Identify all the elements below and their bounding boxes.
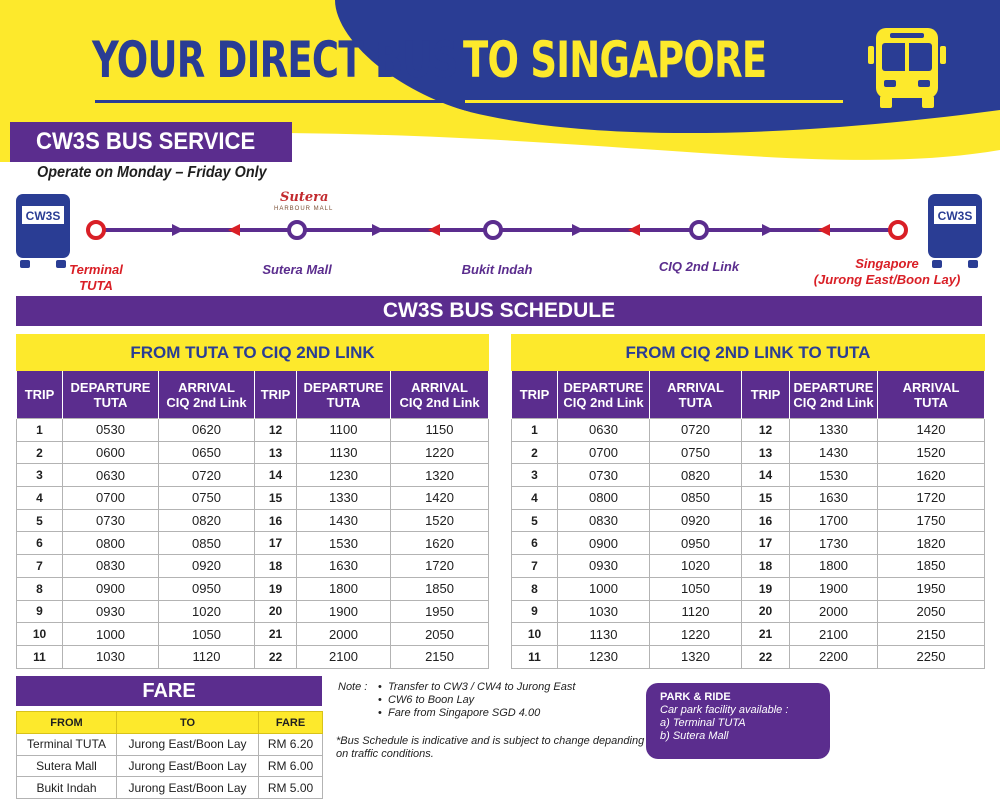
trip-number: 1: [512, 419, 558, 442]
departure-time: 0930: [63, 600, 159, 623]
fare-from: Bukit Indah: [17, 777, 117, 799]
departure-time: 0730: [558, 464, 650, 487]
arrival-time: 1720: [878, 487, 985, 510]
note-label: Note :: [338, 681, 368, 693]
fare-to: Jurong East/Boon Lay: [117, 777, 259, 799]
departure-time: 1630: [790, 487, 878, 510]
arrival-time: 1120: [159, 645, 255, 668]
departure-time: 0700: [63, 487, 159, 510]
stop-label-sutera-mall: Sutera Mall: [262, 262, 332, 277]
departure-time: 0900: [558, 532, 650, 555]
departure-time: 1800: [297, 577, 391, 600]
departure-time: 2000: [790, 600, 878, 623]
trip-number: 22: [255, 645, 297, 668]
arrival-time: 1050: [159, 623, 255, 646]
trip-number: 10: [512, 623, 558, 646]
departure-time: 1230: [297, 464, 391, 487]
fare-to: Jurong East/Boon Lay: [117, 734, 259, 756]
table-row: [17, 600, 489, 623]
trip-number: 16: [742, 509, 790, 532]
fare-col-from: FROM: [17, 712, 117, 734]
stop-label-line: (Jurong East/Boon Lay): [813, 272, 961, 287]
note-item: • Transfer to CW3 / CW4 to Jurong East: [378, 681, 575, 694]
arrow-right: [372, 224, 384, 236]
trip-number: 8: [512, 577, 558, 600]
departure-time: 1630: [297, 555, 391, 578]
departure-time: 1900: [297, 600, 391, 623]
header-line: ARRIVAL: [178, 379, 235, 395]
trip-number: 21: [255, 623, 297, 646]
col-header-departure: [558, 371, 650, 419]
col-header-arrival: [391, 371, 489, 419]
trip-number: 5: [17, 509, 63, 532]
header-line: ARRIVAL: [667, 379, 724, 395]
arrival-time: 1850: [878, 555, 985, 578]
stop-label-line: TUTA: [79, 278, 113, 293]
stop-marker-terminal-tuta: [88, 222, 104, 238]
note-item: • Fare from Singapore SGD 4.00: [378, 707, 575, 720]
departure-time: 2200: [790, 645, 878, 668]
trip-number: 5: [512, 509, 558, 532]
departure-time: 0830: [558, 509, 650, 532]
departure-time: 0730: [63, 509, 159, 532]
bus-front-icon: [868, 26, 946, 110]
arrival-time: 0650: [159, 441, 255, 464]
fare-row: [17, 755, 323, 777]
table-row: [17, 645, 489, 668]
arrival-time: 1220: [650, 623, 742, 646]
header-line: ARRIVAL: [411, 379, 468, 395]
fare-banner: FARE: [16, 676, 322, 706]
table-row: [512, 532, 985, 555]
arrow-right: [762, 224, 774, 236]
header-line: TUTA: [93, 394, 128, 410]
table-row: [17, 441, 489, 464]
table-row: [512, 419, 985, 442]
departure-time: 0800: [63, 532, 159, 555]
col-header-arrival: [159, 371, 255, 419]
arrow-right: [572, 224, 584, 236]
trip-number: 17: [255, 532, 297, 555]
arrival-time: 1620: [878, 464, 985, 487]
table-row: [512, 577, 985, 600]
schedule-disclaimer: *Bus Schedule is indicative and is subject to change depanding on traffic conditions.: [336, 735, 645, 760]
fare-from: Sutera Mall: [17, 755, 117, 777]
arrow-right: [172, 224, 184, 236]
table-row: [512, 464, 985, 487]
stop-marker-ciq-2nd-link: [691, 222, 707, 238]
trip-number: 20: [255, 600, 297, 623]
stop-marker-sutera-mall: [289, 222, 305, 238]
arrival-time: 1620: [391, 532, 489, 555]
arrival-time: 0750: [159, 487, 255, 510]
trip-number: 18: [742, 555, 790, 578]
schedule-table-ciq-to-tuta: [511, 334, 985, 669]
arrow-left: [228, 224, 240, 236]
arrival-time: 0920: [650, 509, 742, 532]
fare-to: Jurong East/Boon Lay: [117, 755, 259, 777]
trip-number: 2: [512, 441, 558, 464]
trip-number: 17: [742, 532, 790, 555]
arrival-time: 0820: [159, 509, 255, 532]
departure-time: 0630: [63, 464, 159, 487]
arrival-time: 1020: [159, 600, 255, 623]
table-row: [512, 600, 985, 623]
departure-time: 0930: [558, 555, 650, 578]
departure-time: 1330: [297, 487, 391, 510]
arrow-left: [428, 224, 440, 236]
table-row: [512, 509, 985, 532]
col-header-departure: [790, 371, 878, 419]
park-and-ride-box: [646, 683, 830, 759]
fare-row: [17, 777, 323, 799]
trip-number: 14: [255, 464, 297, 487]
arrival-time: 0820: [650, 464, 742, 487]
service-banner-edge: [0, 122, 10, 162]
departure-time: 1430: [297, 509, 391, 532]
col-header-trip: TRIP: [742, 371, 790, 419]
arrival-time: 1820: [878, 532, 985, 555]
table-row: [17, 509, 489, 532]
sutera-logo-word: Sutera: [280, 190, 329, 205]
stop-marker-bukit-indah: [485, 222, 501, 238]
header-line: CIQ 2nd Link: [793, 394, 874, 410]
trip-number: 1: [17, 419, 63, 442]
fare-row: [17, 734, 323, 756]
header-line: TUTA: [914, 394, 948, 410]
departure-time: 2100: [297, 645, 391, 668]
trip-number: 9: [512, 600, 558, 623]
arrival-time: 1850: [391, 577, 489, 600]
arrival-time: 1050: [650, 577, 742, 600]
trip-number: 6: [17, 532, 63, 555]
departure-time: 0830: [63, 555, 159, 578]
arrival-time: 1120: [650, 600, 742, 623]
trip-number: 7: [512, 555, 558, 578]
arrival-time: 2250: [878, 645, 985, 668]
departure-time: 1730: [790, 532, 878, 555]
trip-number: 13: [255, 441, 297, 464]
park-ride-title: PARK & RIDE: [660, 691, 731, 703]
arrival-time: 1520: [391, 509, 489, 532]
departure-time: 0800: [558, 487, 650, 510]
header-line: DEPARTURE: [793, 379, 874, 395]
service-days: Operate on Monday – Friday Only: [37, 164, 267, 181]
fare-from: Terminal TUTA: [17, 734, 117, 756]
trip-number: 2: [17, 441, 63, 464]
stop-label-ciq-2nd-link: CIQ 2nd Link: [658, 259, 740, 274]
arrival-time: 2150: [878, 623, 985, 646]
trip-number: 6: [512, 532, 558, 555]
fare-amount: RM 6.00: [259, 755, 323, 777]
col-header-arrival: [650, 371, 742, 419]
arrival-time: 1420: [878, 419, 985, 442]
arrival-time: 1420: [391, 487, 489, 510]
arrival-time: 1950: [391, 600, 489, 623]
departure-time: 1530: [790, 464, 878, 487]
header-line: DEPARTURE: [563, 379, 644, 395]
arrival-time: 0620: [159, 419, 255, 442]
headline-to-singapore: TO SINGAPORE: [463, 31, 767, 89]
table-row: [512, 441, 985, 464]
arrival-time: 1320: [391, 464, 489, 487]
schedule-table-title: FROM TUTA TO CIQ 2ND LINK: [17, 335, 489, 371]
arrival-time: 0950: [650, 532, 742, 555]
departure-time: 0700: [558, 441, 650, 464]
table-row: [17, 464, 489, 487]
arrival-time: 0720: [650, 419, 742, 442]
departure-time: 1000: [63, 623, 159, 646]
trip-number: 20: [742, 600, 790, 623]
header-line: DEPARTURE: [70, 379, 151, 395]
departure-time: 1530: [297, 532, 391, 555]
trip-number: 19: [742, 577, 790, 600]
col-header-departure: [63, 371, 159, 419]
col-header-trip: TRIP: [512, 371, 558, 419]
table-row: [512, 623, 985, 646]
sutera-mall-logo: [270, 188, 334, 218]
departure-time: 1000: [558, 577, 650, 600]
header-line: TUTA: [678, 394, 713, 410]
table-row: [17, 577, 489, 600]
header-line: ARRIVAL: [902, 379, 960, 395]
fare-amount: RM 6.20: [259, 734, 323, 756]
table-row: [512, 487, 985, 510]
arrow-left: [628, 224, 640, 236]
bus-badge-left: CW3S: [25, 209, 61, 223]
table-row: [17, 532, 489, 555]
trip-number: 4: [17, 487, 63, 510]
arrival-time: 2150: [391, 645, 489, 668]
stop-marker-singapore: [890, 222, 906, 238]
departure-time: 1130: [558, 623, 650, 646]
trip-number: 7: [17, 555, 63, 578]
stop-label-bukit-indah: Bukit Indah: [461, 262, 533, 277]
col-header-trip: TRIP: [255, 371, 297, 419]
departure-time: 1030: [558, 600, 650, 623]
departure-time: 1100: [297, 419, 391, 442]
schedule-banner: CW3S BUS SCHEDULE: [16, 296, 982, 326]
schedule-table-tuta-to-ciq: [16, 334, 489, 669]
trip-number: 8: [17, 577, 63, 600]
sutera-logo-subtext: HARBOUR MALL: [274, 206, 334, 212]
bus-badge-right: CW3S: [937, 209, 973, 223]
trip-number: 19: [255, 577, 297, 600]
stop-label-terminal-tuta: [69, 262, 123, 294]
note-item: • CW6 to Boon Lay: [378, 694, 575, 707]
departure-time: 2000: [297, 623, 391, 646]
trip-number: 15: [255, 487, 297, 510]
arrival-time: 0950: [159, 577, 255, 600]
headline-your-direct-bus: YOUR DIRECT BUS: [92, 31, 458, 89]
arrival-time: 1220: [391, 441, 489, 464]
arrival-time: 0850: [159, 532, 255, 555]
departure-time: 0900: [63, 577, 159, 600]
table-row: [512, 555, 985, 578]
header-line: CIQ 2nd Link: [166, 394, 247, 410]
departure-time: 1130: [297, 441, 391, 464]
park-ride-list: [660, 704, 830, 743]
header-line: CIQ 2nd Link: [399, 394, 480, 410]
headline-underline-left: [95, 100, 453, 103]
fare-col-fare: FARE: [259, 712, 323, 734]
stop-label-line: Singapore: [855, 256, 919, 271]
departure-time: 1900: [790, 577, 878, 600]
trip-number: 22: [742, 645, 790, 668]
departure-time: 1230: [558, 645, 650, 668]
arrival-time: 1320: [650, 645, 742, 668]
trip-number: 18: [255, 555, 297, 578]
arrival-time: 1720: [391, 555, 489, 578]
trip-number: 3: [512, 464, 558, 487]
col-header-arrival: [878, 371, 985, 419]
departure-time: 0600: [63, 441, 159, 464]
trip-number: 10: [17, 623, 63, 646]
park-ride-line: a) Terminal TUTA: [660, 717, 746, 729]
trip-number: 11: [17, 645, 63, 668]
fare-table: [16, 711, 323, 799]
col-header-trip: TRIP: [17, 371, 63, 419]
trip-number: 13: [742, 441, 790, 464]
headline-underline-right: [465, 100, 843, 103]
table-row: [17, 555, 489, 578]
arrival-time: 0850: [650, 487, 742, 510]
arrival-time: 2050: [391, 623, 489, 646]
table-row: [17, 487, 489, 510]
table-row: [17, 623, 489, 646]
departure-time: 1330: [790, 419, 878, 442]
service-title: CW3S BUS SERVICE: [36, 128, 256, 155]
departure-time: 2100: [790, 623, 878, 646]
departure-time: 1800: [790, 555, 878, 578]
fare-col-to: TO: [117, 712, 259, 734]
departure-time: 1700: [790, 509, 878, 532]
trip-number: 16: [255, 509, 297, 532]
trip-number: 4: [512, 487, 558, 510]
arrival-time: 0920: [159, 555, 255, 578]
stop-label-singapore: [814, 256, 961, 288]
bus-side-icon-left: [16, 194, 70, 268]
header-line: TUTA: [326, 394, 361, 410]
trip-number: 11: [512, 645, 558, 668]
header-line: CIQ 2nd Link: [563, 394, 644, 410]
col-header-departure: [297, 371, 391, 419]
trip-number: 14: [742, 464, 790, 487]
arrival-time: 2050: [878, 600, 985, 623]
departure-time: 1030: [63, 645, 159, 668]
trip-number: 12: [255, 419, 297, 442]
park-ride-line: b) Sutera Mall: [660, 730, 729, 742]
schedule-table-title: FROM CIQ 2ND LINK TO TUTA: [512, 335, 985, 371]
arrival-time: 1950: [878, 577, 985, 600]
arrival-time: 1150: [391, 419, 489, 442]
departure-time: 1430: [790, 441, 878, 464]
header-line: DEPARTURE: [303, 379, 384, 395]
stop-label-line: Terminal: [69, 262, 123, 277]
arrival-time: 1750: [878, 509, 985, 532]
arrival-time: 0720: [159, 464, 255, 487]
arrival-time: 1520: [878, 441, 985, 464]
trip-number: 15: [742, 487, 790, 510]
park-ride-line: Car park facility available :: [660, 704, 789, 716]
table-row: [512, 645, 985, 668]
note-list: [378, 681, 575, 720]
trip-number: 12: [742, 419, 790, 442]
table-row: [17, 419, 489, 442]
trip-number: 9: [17, 600, 63, 623]
departure-time: 0530: [63, 419, 159, 442]
trip-number: 3: [17, 464, 63, 487]
departure-time: 0630: [558, 419, 650, 442]
service-banner: [0, 122, 292, 162]
arrival-time: 1020: [650, 555, 742, 578]
fare-amount: RM 5.00: [259, 777, 323, 799]
arrival-time: 0750: [650, 441, 742, 464]
trip-number: 21: [742, 623, 790, 646]
arrow-left: [818, 224, 830, 236]
